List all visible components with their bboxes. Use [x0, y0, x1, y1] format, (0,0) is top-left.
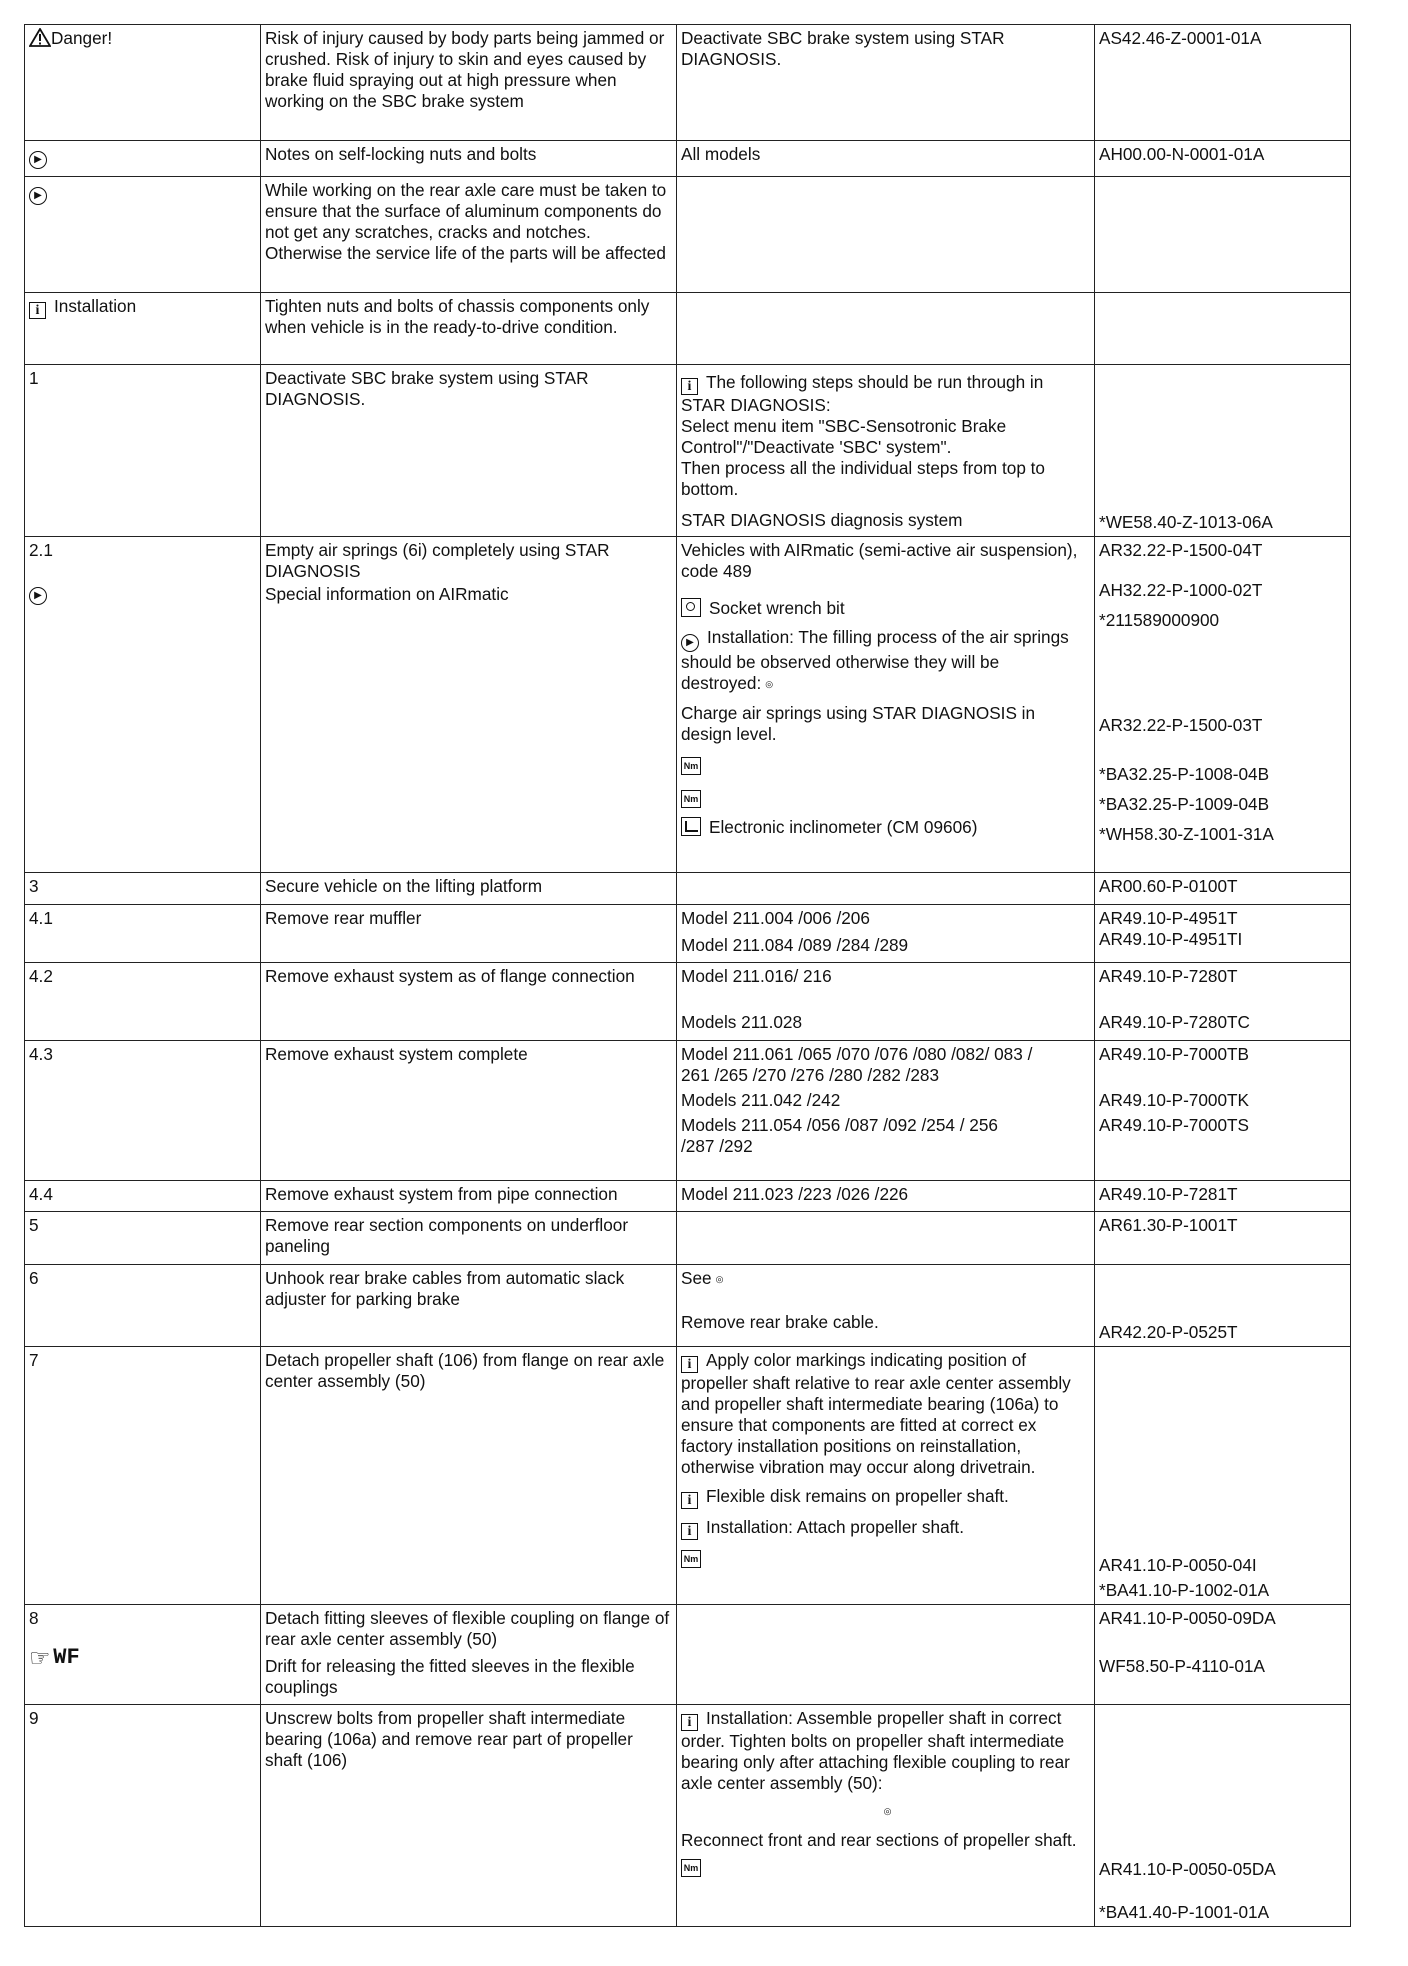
- reference-code: AR41.10-P-0050-09DA: [1099, 1608, 1276, 1628]
- step-cell: [25, 293, 261, 365]
- special-info-text: Special information on AIRmatic: [265, 584, 509, 604]
- description-cell: While working on the rear axle care must be taken to ensure that the surface of aluminum components do not get any scratches, cracks and notches. Otherwise the service life of the parts will be affected: [261, 177, 677, 293]
- step-text: Empty air springs (6i) completely using STAR DIAGNOSIS: [265, 540, 610, 581]
- charge-instruction: Charge air springs using STAR DIAGNOSIS in design level.: [681, 702, 1036, 744]
- tool-name: Socket wrench bit: [709, 598, 845, 618]
- condition-cell: [677, 1212, 1095, 1265]
- table-row: [25, 1605, 1351, 1705]
- table-row: [25, 141, 1351, 177]
- step-cell: [25, 177, 261, 293]
- reference-code: AH32.22-P-1000-02T: [1099, 580, 1263, 600]
- reference-code: *WE58.40-Z-1013-06A: [1099, 512, 1273, 532]
- condition-cell: [677, 963, 1095, 1041]
- reference-code: AR32.22-P-1500-04T: [1099, 540, 1263, 560]
- description-cell: [261, 1605, 677, 1705]
- workshop-equipment-label: WF: [53, 1645, 80, 1670]
- socket-wrench-icon: [681, 598, 701, 617]
- reference-icon: ◎: [715, 1273, 724, 1284]
- tool-name: Electronic inclinometer (CM 09606): [709, 816, 978, 837]
- note-circle-icon: ▶: [681, 634, 699, 652]
- step-cell: 1: [25, 365, 261, 537]
- installation-note: Installation: The filling process of the air springs should be observed otherwise they will be destroyed:: [681, 627, 1069, 693]
- note-circle-icon: ▶: [29, 587, 47, 605]
- reference-cell: [1095, 365, 1351, 537]
- model-list: Model 211.016/ 216: [681, 966, 832, 986]
- table-row: [25, 293, 1351, 365]
- reference-code: AR41.10-P-0050-05DA: [1099, 1859, 1276, 1879]
- reference-cell: AH00.00-N-0001-01A: [1095, 141, 1351, 177]
- description-cell: Deactivate SBC brake system using STAR DIAGNOSIS.: [261, 365, 677, 537]
- tool-reference: WF58.50-P-4110-01A: [1099, 1656, 1265, 1676]
- brake-cable-reference-text: Remove rear brake cable.: [681, 1311, 879, 1332]
- reference-code: AR49.10-P-7000TK: [1099, 1090, 1249, 1110]
- step-cell: 4.2: [25, 963, 261, 1041]
- document-page: [24, 24, 1350, 1927]
- reference-cell: [1095, 1265, 1351, 1347]
- table-row: [25, 1212, 1351, 1265]
- model-list: Models 211.042 /242: [681, 1090, 841, 1110]
- reference-cell: AS42.46-Z-0001-01A: [1095, 25, 1351, 141]
- reference-cell: [1095, 905, 1351, 963]
- part-number: *211589000900: [1099, 610, 1220, 630]
- table-row: [25, 365, 1351, 537]
- condition-cell: [677, 293, 1095, 365]
- reference-cell: [1095, 963, 1351, 1041]
- model-list: Model 211.084 /089 /284 /289: [681, 935, 909, 955]
- reference-cell: [1095, 1605, 1351, 1705]
- condition-cell: [677, 177, 1095, 293]
- condition-cell: [677, 1705, 1095, 1927]
- info-box-icon: i: [681, 1356, 698, 1373]
- step-cell: 5: [25, 1212, 261, 1265]
- condition-cell: [677, 1041, 1095, 1181]
- table-row: [25, 873, 1351, 905]
- table-row: [25, 177, 1351, 293]
- reference-cell: AR49.10-P-7281T: [1095, 1181, 1351, 1212]
- torque-reference: *BA32.25-P-1008-04B: [1099, 764, 1270, 784]
- info-text: Installation: Assemble propeller shaft in correct order. Tighten bolts on propeller shaft intermediate bearing only after attaching flexible coupling to rear axle center assembly (50):: [681, 1708, 1070, 1793]
- description-cell: Remove exhaust system complete: [261, 1041, 677, 1181]
- step-cell: [25, 1605, 261, 1705]
- condition-cell: [677, 1347, 1095, 1605]
- nm-torque-icon: Nm: [681, 757, 701, 775]
- info-box-icon: i: [681, 1523, 698, 1540]
- condition-cell: [677, 873, 1095, 905]
- reference-cell: [1095, 537, 1351, 873]
- reference-code: AR49.10-P-4951TI: [1099, 929, 1243, 949]
- info-text: Installation: Attach propeller shaft.: [706, 1517, 964, 1537]
- description-cell: [261, 537, 677, 873]
- description-cell: Risk of injury caused by body parts being jammed or crushed. Risk of injury to skin and eyes caused by brake fluid spraying out at high pressure when working on the SBC brake system: [261, 25, 677, 141]
- reference-code: AR49.10-P-4951T: [1099, 908, 1238, 928]
- info-text: The following steps should be run through in STAR DIAGNOSIS:: [681, 372, 1044, 415]
- condition-cell: [677, 1605, 1095, 1705]
- condition-cell: [677, 365, 1095, 537]
- warning-triangle-icon: [29, 28, 51, 47]
- note-circle-icon: ▶: [29, 187, 47, 205]
- table-row: [25, 537, 1351, 873]
- nm-torque-icon: Nm: [681, 1550, 701, 1568]
- reference-code: AR41.10-P-0050-04I: [1099, 1555, 1257, 1575]
- step-cell: 4.4: [25, 1181, 261, 1212]
- step-cell: 4.3: [25, 1041, 261, 1181]
- info-box-icon: i: [681, 1492, 698, 1509]
- torque-reference: *BA41.10-P-1002-01A: [1099, 1580, 1270, 1600]
- condition-cell: Deactivate SBC brake system using STAR DIAGNOSIS.: [677, 25, 1095, 141]
- description-cell: Secure vehicle on the lifting platform: [261, 873, 677, 905]
- step-cell: 4.1: [25, 905, 261, 963]
- description-cell: Unhook rear brake cables from automatic slack adjuster for parking brake: [261, 1265, 677, 1347]
- description-cell: Remove rear section components on underfloor paneling: [261, 1212, 677, 1265]
- reference-cell: AR61.30-P-1001T: [1095, 1212, 1351, 1265]
- tool-reference: *WH58.30-Z-1001-31A: [1099, 824, 1274, 844]
- table-row: [25, 1041, 1351, 1181]
- step-text: Detach fitting sleeves of flexible coupling on flange of rear axle center assembly (50): [265, 1608, 670, 1649]
- table-row: [25, 963, 1351, 1041]
- see-label: See: [681, 1268, 712, 1288]
- reference-icon: ◎: [765, 678, 774, 689]
- nm-torque-icon: Nm: [681, 1859, 701, 1877]
- model-list: Models 211.028: [681, 1012, 803, 1032]
- reconnect-instruction: Reconnect front and rear sections of propeller shaft.: [681, 1829, 1077, 1850]
- reference-code: AR49.10-P-7280TC: [1099, 1012, 1250, 1032]
- reference-code: AR42.20-P-0525T: [1099, 1322, 1238, 1342]
- condition-cell: [677, 537, 1095, 873]
- reference-cell: [1095, 1705, 1351, 1927]
- condition-cell: All models: [677, 141, 1095, 177]
- model-list: Model 211.004 /006 /206: [681, 908, 870, 928]
- reference-cell: [1095, 293, 1351, 365]
- info-box-icon: i: [29, 302, 46, 319]
- table-row: [25, 905, 1351, 963]
- reference-code: AR49.10-P-7000TS: [1099, 1115, 1249, 1135]
- installation-label: Installation: [54, 296, 137, 316]
- inclinometer-icon: [681, 817, 701, 836]
- reference-code: AR32.22-P-1500-03T: [1099, 715, 1263, 735]
- model-list: Model 211.061 /065 /070 /076 /080 /082/ 083 / 261 /265 /270 /276 /280 /282 /283: [681, 1044, 1033, 1085]
- process-instruction: Then process all the individual steps from top to bottom.: [681, 458, 1045, 499]
- description-cell: Unscrew bolts from propeller shaft intermediate bearing (106a) and remove rear part of propeller shaft (106): [261, 1705, 677, 1927]
- step-cell: 7: [25, 1347, 261, 1605]
- table-row: [25, 25, 1351, 141]
- description-cell: Remove exhaust system as of flange connection: [261, 963, 677, 1041]
- note-circle-icon: ▶: [29, 151, 47, 169]
- condition-cell: [677, 905, 1095, 963]
- diagnosis-system: STAR DIAGNOSIS diagnosis system: [681, 510, 963, 530]
- danger-label: Danger!: [51, 28, 113, 48]
- reference-code: AR49.10-P-7280T: [1099, 966, 1238, 986]
- step-cell: [25, 25, 261, 141]
- step-cell: 9: [25, 1705, 261, 1927]
- step-cell: 6: [25, 1265, 261, 1347]
- table-row: [25, 1181, 1351, 1212]
- step-cell: [25, 141, 261, 177]
- reference-cell: AR00.60-P-0100T: [1095, 873, 1351, 905]
- reference-cell: [1095, 1347, 1351, 1605]
- description-cell: Notes on self-locking nuts and bolts: [261, 141, 677, 177]
- info-text: Flexible disk remains on propeller shaft.: [706, 1486, 1009, 1506]
- torque-reference: *BA41.40-P-1001-01A: [1099, 1902, 1270, 1922]
- table-row: [25, 1705, 1351, 1927]
- nm-torque-icon: Nm: [681, 790, 701, 808]
- reference-icon: ◎: [883, 1805, 892, 1816]
- vehicle-condition: Vehicles with AIRmatic (semi-active air suspension), code 489: [681, 540, 1078, 581]
- reference-code: AR49.10-P-7000TB: [1099, 1044, 1249, 1064]
- reference-cell: [1095, 1041, 1351, 1181]
- menu-instruction: Select menu item "SBC-Sensotronic Brake Control"/"Deactivate 'SBC' system".: [681, 416, 1007, 457]
- description-cell: Tighten nuts and bolts of chassis components only when vehicle is in the ready-to-drive condition.: [261, 293, 677, 365]
- reference-cell: [1095, 177, 1351, 293]
- condition-cell: Model 211.023 /223 /026 /226: [677, 1181, 1095, 1212]
- pointing-hand-icon: ☞: [29, 1645, 49, 1672]
- step-cell: 3: [25, 873, 261, 905]
- tool-description: Drift for releasing the fitted sleeves in the flexible couplings: [265, 1656, 635, 1697]
- table-row: [25, 1347, 1351, 1605]
- description-cell: Remove rear muffler: [261, 905, 677, 963]
- description-cell: Detach propeller shaft (106) from flange on rear axle center assembly (50): [261, 1347, 677, 1605]
- description-cell: Remove exhaust system from pipe connection: [261, 1181, 677, 1212]
- procedure-table: [24, 24, 1351, 1927]
- info-box-icon: i: [681, 1714, 698, 1731]
- table-row: [25, 1265, 1351, 1347]
- condition-cell: [677, 1265, 1095, 1347]
- step-number: 8: [29, 1608, 39, 1628]
- torque-reference: *BA32.25-P-1009-04B: [1099, 794, 1270, 814]
- model-list: Models 211.054 /056 /087 /092 /254 / 256 /287 /292: [681, 1115, 998, 1156]
- step-cell: [25, 537, 261, 873]
- info-box-icon: i: [681, 378, 698, 395]
- step-number: 2.1: [29, 540, 53, 560]
- info-text: Apply color markings indicating position of propeller shaft relative to rear axle center assembly and propeller shaft intermediate bearing (106a) to ensure that components are fitted at correct ex factory installation positions on reinstallation, otherwise vibration may occur along drivetrain.: [681, 1350, 1071, 1477]
